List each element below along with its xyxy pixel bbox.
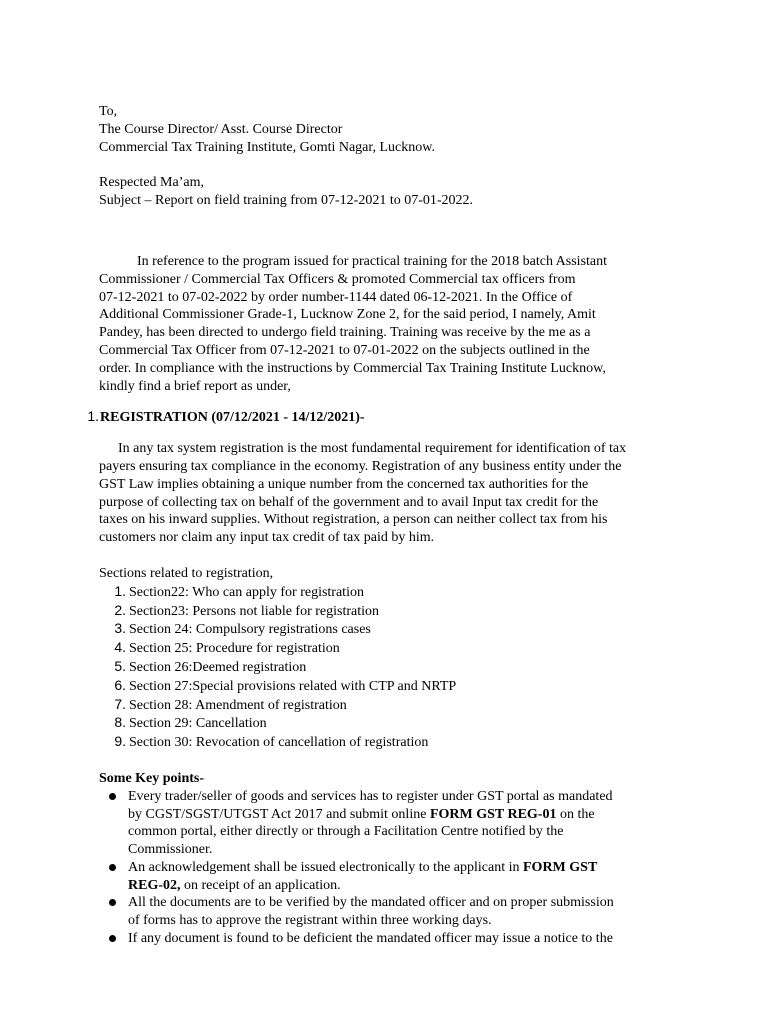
list-item (99, 677, 664, 696)
letter-salutation-block (99, 174, 664, 210)
list-item (99, 583, 664, 602)
spacer (99, 156, 664, 174)
form-reference: FORM GST REG-01 (429, 806, 557, 822)
section-number: 1. (87, 408, 99, 425)
key-points-list (99, 788, 664, 948)
list-text: Section 30: Revocation of cancellation of registration (129, 735, 429, 751)
to-line: To, (99, 104, 118, 119)
key-point-text: on the (556, 806, 595, 822)
intro-line: In reference to the program issued for practical training for the 2018 batch Assistant (137, 253, 608, 269)
addressee-line-2: Commercial Tax Training Institute, Gomti Nagar, Lucknow. (99, 139, 435, 155)
key-point-line: If any document is found to be deficient the mandated officer may issue a notice to the (128, 931, 613, 947)
intro-line: Commercial Tax Officer from 07-12-2021 to 07-01-2022 on the subjects outlined in the (99, 342, 590, 358)
list-number: 9. (114, 733, 126, 750)
key-points-heading: Some Key points- (99, 770, 204, 786)
registration-line: payers ensuring tax compliance in the economy. Registration of any business entity under the (99, 458, 622, 474)
registration-line: purpose of collecting tax on behalf of the government and to avail Input tax credit for the (99, 494, 599, 510)
key-point-line: of forms has to approve the registrant within three working days. (128, 913, 492, 929)
addressee-line-1: The Course Director/ Asst. Course Director (99, 121, 343, 137)
list-item (99, 602, 664, 621)
sections-list (99, 583, 664, 752)
key-point-line: common portal, either directly or through a Facilitation Centre notified by the (128, 824, 564, 840)
list-text: Section 29: Cancellation (129, 716, 267, 732)
list-number: 1. (114, 582, 126, 599)
section-heading (69, 408, 664, 427)
sections-intro: Sections related to registration, (99, 565, 274, 581)
list-text: Section 25: Procedure for registration (129, 641, 340, 657)
bullet-icon (109, 793, 116, 800)
list-number: 6. (114, 676, 126, 693)
list-item (99, 620, 664, 639)
key-point-line: Every trader/seller of goods and services has to register under GST portal as mandated (128, 788, 613, 804)
list-item (99, 788, 664, 859)
list-text: Section 27:Special provisions related with CTP and NRTP (129, 678, 457, 694)
bullet-icon (109, 935, 116, 942)
bullet-icon (109, 864, 116, 871)
key-point-line: All the documents are to be verified by the mandated officer and on proper submission (128, 895, 614, 911)
spacer (99, 547, 664, 565)
key-point-text: by CGST/SGST/UTGST Act 2017 and submit online (128, 806, 430, 822)
key-point-line (128, 877, 664, 895)
list-text: Section 28: Amendment of registration (129, 697, 347, 713)
form-reference: FORM GST (523, 859, 598, 875)
spacer (99, 752, 664, 770)
registration-line: In any tax system registration is the most fundamental requirement for identification of tax (118, 441, 627, 457)
list-number: 2. (114, 601, 126, 618)
list-text: Section23: Persons not liable for registration (129, 603, 380, 619)
list-item (99, 930, 664, 948)
list-text: Section 24: Compulsory registrations cases (129, 622, 371, 638)
list-text: Section 26:Deemed registration (129, 659, 307, 675)
key-point-line (128, 859, 664, 877)
key-point-line: Commissioner. (128, 842, 213, 858)
list-item (99, 639, 664, 658)
list-number: 4. (114, 639, 126, 656)
list-number: 3. (114, 620, 126, 637)
registration-line: GST Law implies obtaining a unique number from the concerned tax authorities for the (99, 476, 589, 492)
form-reference: REG-02, (128, 877, 181, 893)
list-item (99, 696, 664, 715)
intro-paragraph (99, 253, 664, 395)
registration-line: customers nor claim any input tax credit of tax paid by him. (99, 530, 435, 546)
intro-line: Pandey, has been directed to undergo field training. Training was receive by the me as a (99, 325, 591, 341)
key-point-text: An acknowledgement shall be issued electronically to the applicant in (128, 859, 523, 875)
salutation: Respected Ma’am, (99, 175, 204, 191)
list-item (99, 859, 664, 895)
list-number: 7. (114, 695, 126, 712)
list-item (99, 714, 664, 733)
bullet-icon (109, 899, 116, 906)
intro-line: Commissioner / Commercial Tax Officers & promoted Commercial tax officers from (99, 271, 576, 287)
section-title: REGISTRATION (07/12/2021 - 14/12/2021)- (100, 410, 365, 426)
list-item (99, 894, 664, 930)
key-point-line (128, 806, 664, 824)
registration-paragraph (99, 440, 664, 547)
spacer (99, 210, 664, 253)
intro-line: kindly find a brief report as under, (99, 378, 291, 394)
intro-line: 07-12-2021 to 07-02-2022 by order number-1144 dated 06-12-2021. In the Office of (99, 289, 573, 305)
key-point-text: on receipt of an application. (180, 877, 341, 893)
intro-line: order. In compliance with the instructions by Commercial Tax Training Institute Lucknow, (99, 360, 606, 376)
registration-line: taxes on his inward supplies. Without registration, a person can neither collect tax from his (99, 512, 608, 528)
list-number: 5. (114, 657, 126, 674)
list-number: 8. (114, 714, 126, 731)
document-page (87, 103, 664, 948)
intro-line: Additional Commissioner Grade-1, Lucknow Zone 2, for the said period, I namely, Amit (99, 307, 596, 323)
list-text: Section22: Who can apply for registration (129, 584, 364, 600)
subject-line: Subject – Report on field training from 07-12-2021 to 07-01-2022. (99, 193, 474, 209)
list-item (99, 658, 664, 677)
list-item (99, 733, 664, 752)
letter-header (99, 103, 664, 156)
